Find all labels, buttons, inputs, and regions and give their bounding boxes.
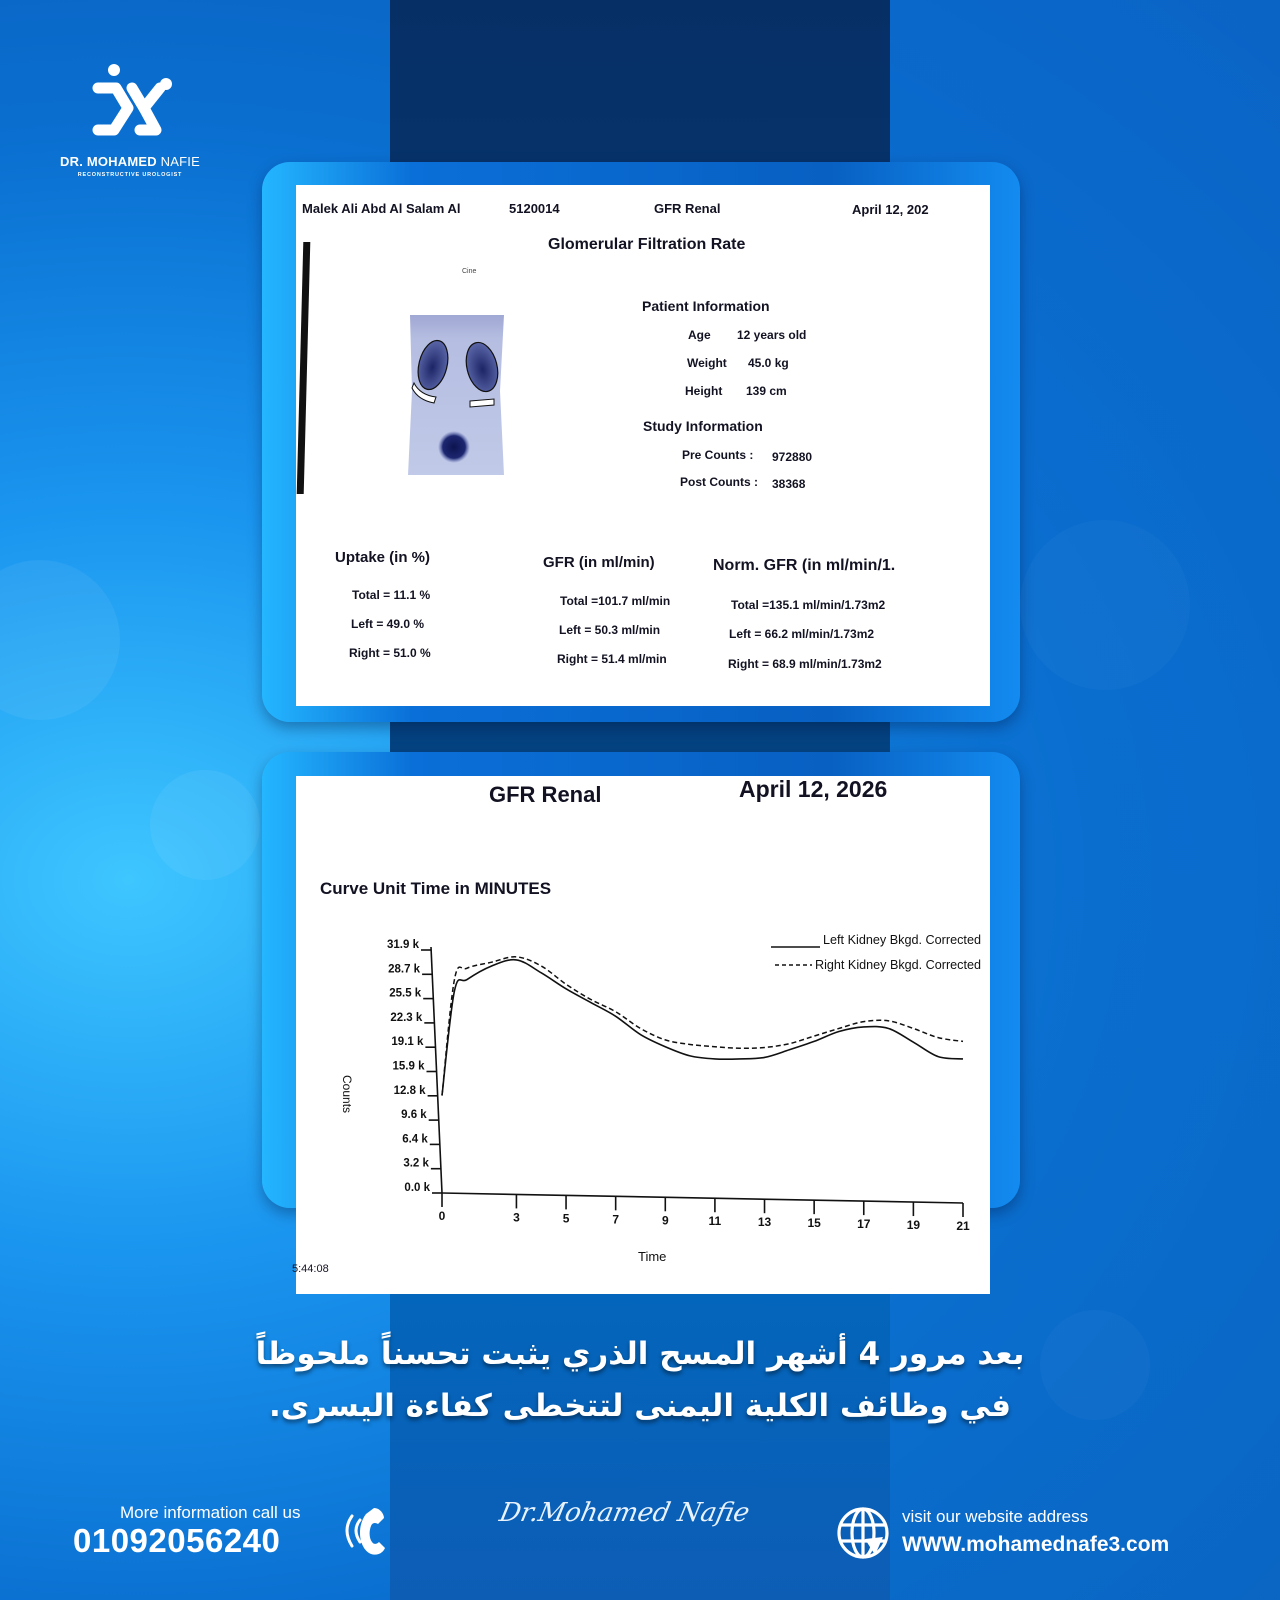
norm-gfr-heading: Norm. GFR (in ml/min/1. bbox=[713, 557, 896, 574]
svg-text:9.6 k: 9.6 k bbox=[401, 1109, 427, 1122]
svg-text:6.4 k: 6.4 k bbox=[402, 1133, 428, 1146]
pre-counts-value: 972880 bbox=[772, 450, 813, 464]
weight-value: 45.0 kg bbox=[748, 356, 789, 370]
svg-text:Left Kidney Bkgd. Corrected: Left Kidney Bkgd. Corrected bbox=[823, 932, 981, 947]
brand-name-bold: DR. MOHAMED bbox=[60, 154, 157, 169]
chart-legend bbox=[771, 932, 981, 972]
svg-text:3: 3 bbox=[513, 1210, 520, 1225]
uptake-left: Left = 49.0 % bbox=[351, 617, 425, 631]
brand-name-light: NAFIE bbox=[160, 154, 200, 169]
svg-text:12.8 k: 12.8 k bbox=[393, 1084, 426, 1097]
study-name: GFR Renal bbox=[489, 782, 602, 807]
website-label: visit our website address bbox=[902, 1507, 1089, 1526]
age-label: Age bbox=[688, 328, 711, 342]
svg-text:15: 15 bbox=[807, 1216, 821, 1231]
uptake-right: Right = 51.0 % bbox=[349, 646, 431, 660]
website-url[interactable]: WWW.mohamednafe3.com bbox=[902, 1533, 1170, 1556]
norm-gfr-left: Left = 66.2 ml/min/1.73m2 bbox=[729, 627, 875, 641]
norm-gfr-total: Total =135.1 ml/min/1.73m2 bbox=[731, 598, 886, 612]
gfr-right: Right = 51.4 ml/min bbox=[557, 652, 667, 666]
arabic-caption bbox=[0, 1328, 1280, 1432]
post-counts-label: Post Counts : bbox=[680, 475, 758, 489]
svg-text:19: 19 bbox=[906, 1218, 921, 1233]
post-counts-value: 38368 bbox=[772, 477, 806, 491]
gfr-left: Left = 50.3 ml/min bbox=[559, 623, 661, 637]
phone-icon bbox=[340, 1502, 390, 1558]
pre-counts-label: Pre Counts : bbox=[682, 448, 754, 462]
left-kidney-curve bbox=[442, 960, 963, 1096]
report-title: Glomerular Filtration Rate bbox=[548, 236, 746, 253]
svg-text:0: 0 bbox=[438, 1209, 446, 1223]
svg-text:21: 21 bbox=[956, 1219, 970, 1233]
svg-text:31.9 k: 31.9 k bbox=[387, 939, 419, 951]
study-date: April 12, 202 bbox=[852, 202, 929, 217]
study-name: GFR Renal bbox=[654, 201, 721, 216]
svg-text:17: 17 bbox=[857, 1217, 871, 1232]
svg-text:9: 9 bbox=[661, 1213, 669, 1228]
caption-line-2: في وظائف الكلية اليمنى لتتخطى كفاءة اليسرى. bbox=[268, 1388, 1012, 1424]
svg-text:7: 7 bbox=[612, 1212, 620, 1227]
svg-text:3.2 k: 3.2 k bbox=[403, 1157, 429, 1170]
svg-text:Right Kidney Bkgd. Corrected: Right Kidney Bkgd. Corrected bbox=[815, 957, 981, 972]
height-value: 139 cm bbox=[746, 384, 787, 398]
gfr-total: Total =101.7 ml/min bbox=[560, 594, 671, 608]
call-label: More information call us bbox=[120, 1503, 301, 1522]
norm-gfr-right: Right = 68.9 ml/min/1.73m2 bbox=[728, 657, 882, 671]
svg-text:5: 5 bbox=[562, 1211, 570, 1226]
height-label: Height bbox=[685, 384, 723, 398]
svg-text:25.5 k: 25.5 k bbox=[389, 987, 422, 1000]
print-timestamp: 5:44:08 bbox=[292, 1263, 329, 1275]
globe-icon bbox=[835, 1505, 891, 1561]
right-kidney-curve bbox=[442, 957, 963, 1096]
x-axis-label: Time bbox=[638, 1249, 667, 1264]
svg-text:15.9 k: 15.9 k bbox=[392, 1060, 425, 1073]
image-label: Cine bbox=[462, 268, 477, 275]
phone-number[interactable]: 01092056240 bbox=[73, 1522, 281, 1559]
curve-title: Curve Unit Time in MINUTES bbox=[320, 879, 552, 898]
patient-info-heading: Patient Information bbox=[642, 298, 770, 314]
doctor-signature: Dr.Mohamed Nafie bbox=[496, 1498, 753, 1528]
age-value: 12 years old bbox=[737, 328, 807, 342]
brand-tagline: RECONSTRUCTIVE UROLOGIST bbox=[77, 172, 183, 178]
svg-text:0.0 k: 0.0 k bbox=[404, 1182, 430, 1194]
study-info-heading: Study Information bbox=[643, 418, 763, 434]
uptake-total: Total = 11.1 % bbox=[352, 588, 431, 602]
weight-label: Weight bbox=[687, 356, 727, 370]
svg-text:28.7 k: 28.7 k bbox=[388, 963, 421, 976]
svg-text:13: 13 bbox=[757, 1215, 772, 1230]
y-axis-label: Counts bbox=[340, 1075, 354, 1114]
caption-line-1: بعد مرور 4 أشهر المسح الذري يثبت تحسناً ملحوظاً bbox=[255, 1336, 1025, 1372]
study-date: April 12, 2026 bbox=[739, 776, 888, 802]
svg-text:11: 11 bbox=[708, 1214, 722, 1229]
patient-name: Malek Ali Abd Al Salam Al bbox=[302, 201, 461, 216]
gfr-heading: GFR (in ml/min) bbox=[543, 554, 655, 571]
patient-id: 5120014 bbox=[509, 201, 560, 216]
svg-text:22.3 k: 22.3 k bbox=[390, 1011, 423, 1024]
uptake-heading: Uptake (in %) bbox=[335, 549, 431, 566]
svg-text:19.1 k: 19.1 k bbox=[391, 1036, 424, 1049]
